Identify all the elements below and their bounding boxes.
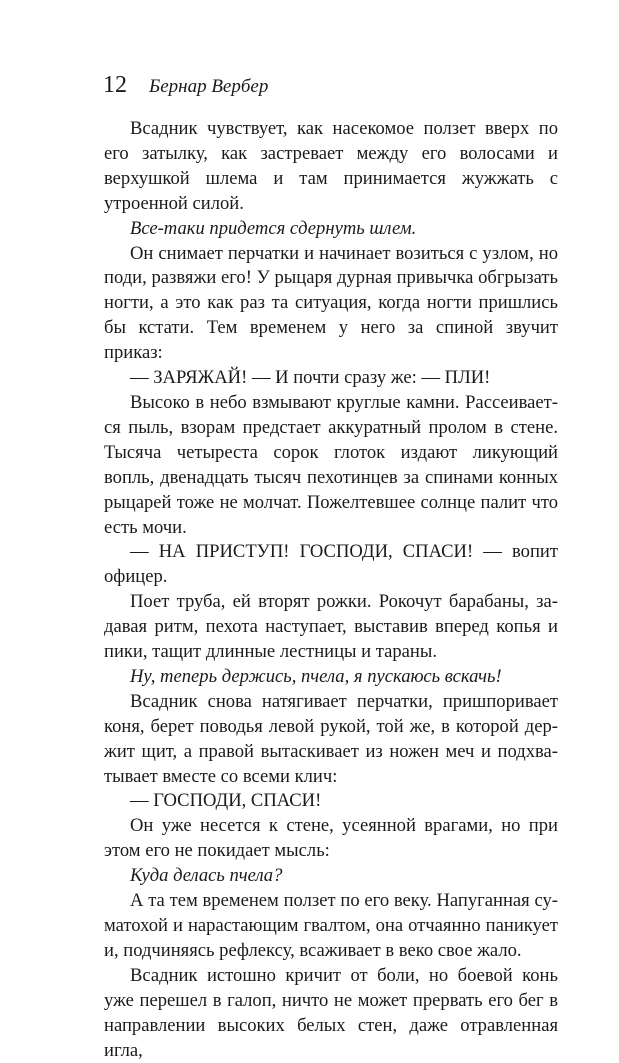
body-text — [104, 117, 558, 1063]
paragraph: А та тем временем ползет по его веку. Напуганная суматохой и нарастающим гвалтом, она отчаянно паникует и, подчиняясь рефлексу, всаживает в веко свое жало. — [104, 890, 558, 961]
paragraph: Высоко в небо взмывают круглые камни. Рассеивается пыль, взорам предстает аккуратный пролом в стене. Тысяча четыреста сорок глоток издают ликующий вопль, двенадцать тысяч пехотинцев за спинами конных рыцарей тоже не молчат. Пожелтевшее солнце палит что есть мочи. — [104, 391, 558, 538]
paragraph: Всадник истошно кричит от боли, но боевой конь уже перешел в галоп, ничто не может прервать его бег в направлении высоких белых стен, даже отравленная игла, — [104, 964, 558, 1061]
paragraph: Поет труба, ей вторят рожки. Рокочут барабаны, задавая ритм, пехота наступает, выставив вперед копья и пики, тащит длинные лестницы и тараны. — [104, 591, 558, 663]
paragraph-italic: Все-таки придется сдернуть шлем. — [130, 217, 417, 239]
paragraph: Всадник снова натягивает перчатки, пришпоривает коня, берет поводья левой рукой, той же, в которой держит щит, а правой вытаскивает из ножен меч и подхватывает вместе со всеми клич: — [104, 690, 558, 787]
paragraph-italic: Ну, теперь держись, пчела, я пускаюсь вскачь! — [130, 665, 502, 687]
dialogue-line: — ГОСПОДИ, СПАСИ! — [130, 790, 322, 812]
dialogue-line: — ЗАРЯЖАЙ! — И почти сразу же: — ПЛИ! — [130, 367, 491, 389]
page-number: 12 — [103, 72, 127, 98]
running-head — [103, 72, 268, 99]
paragraph: Всадник чувствует, как насекомое ползет вверх по его затылку, как застревает между его волосами и верхушкой шлема и там принимается жужжать с утроенной силой. — [104, 118, 558, 214]
paragraph: Он снимает перчатки и начинает возиться с узлом, но поди, развяжи его! У рыцаря дурная привычка обгрызать ногти, а это как раз та ситуация, когда ногти пришлись бы кстати. Тем временем у него за спиной звучит приказ: — [104, 242, 558, 364]
paragraph-italic: Куда делась пчела? — [130, 865, 283, 887]
paragraph: Он уже несется к стене, усеянной врагами, но при этом его не покидает мысль: — [104, 815, 558, 862]
dialogue-line: — НА ПРИСТУП! ГОСПОДИ, СПАСИ! — вопит офицер. — [104, 541, 558, 588]
author-name: Бернар Вербер — [149, 76, 269, 97]
